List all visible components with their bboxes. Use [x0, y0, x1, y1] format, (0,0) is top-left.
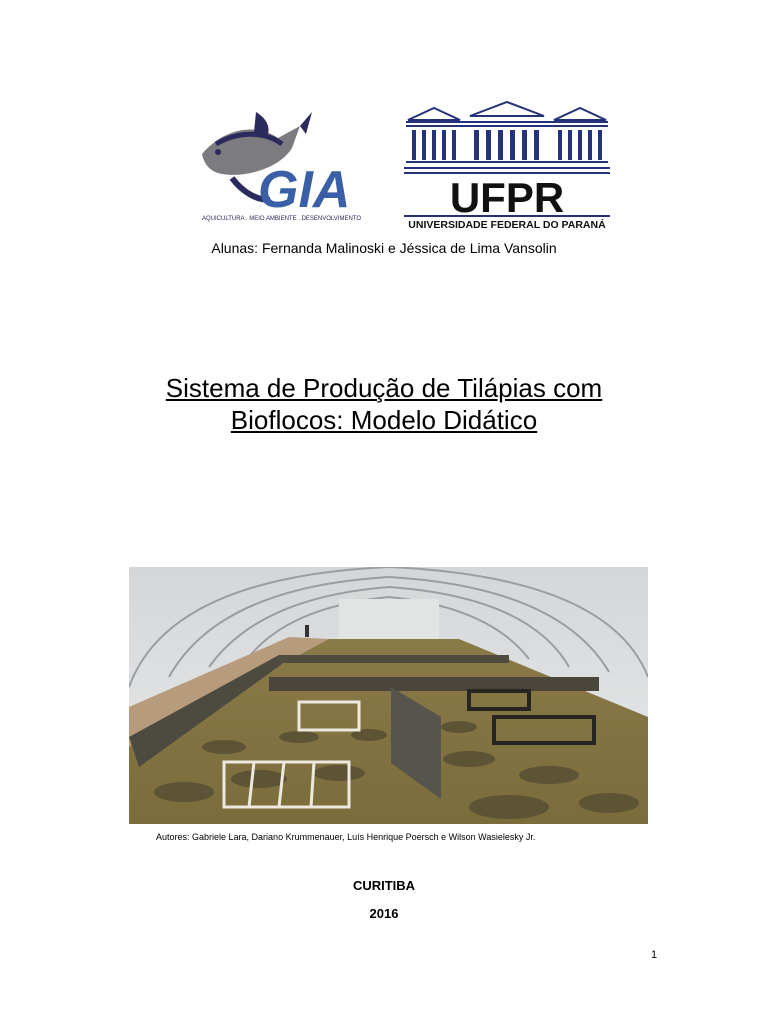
title-line-2: Bioflocos: Modelo Didático	[230, 405, 538, 435]
gia-logo-tagline: AQUICULTURA . MEIO AMBIENTE . DESENVOLVIMENTO	[202, 216, 362, 222]
year: 2016	[369, 906, 399, 921]
gia-logo	[196, 104, 366, 222]
title-line-1: Sistema de Produção de Tilápias com	[165, 373, 603, 403]
gia-logo-text: GIA	[258, 161, 351, 219]
ufpr-logo-subtitle: UNIVERSIDADE FEDERAL DO PARANÁ	[408, 219, 606, 231]
authors-line: Autores: Gabriele Lara, Dariano Krummenauer, Luís Henrique Poersch e Wilson Wasielesky Jr.	[156, 832, 536, 842]
city: CURITIBA	[352, 878, 416, 893]
greenhouse-photo	[129, 567, 648, 824]
ufpr-logo-text: UFPR	[449, 174, 565, 221]
document-title	[100, 372, 668, 436]
students-line: Alunas: Fernanda Malinoski e Jéssica de Lima Vansolin	[211, 240, 557, 256]
page-number: 1	[651, 949, 658, 961]
ufpr-logo	[402, 98, 612, 232]
